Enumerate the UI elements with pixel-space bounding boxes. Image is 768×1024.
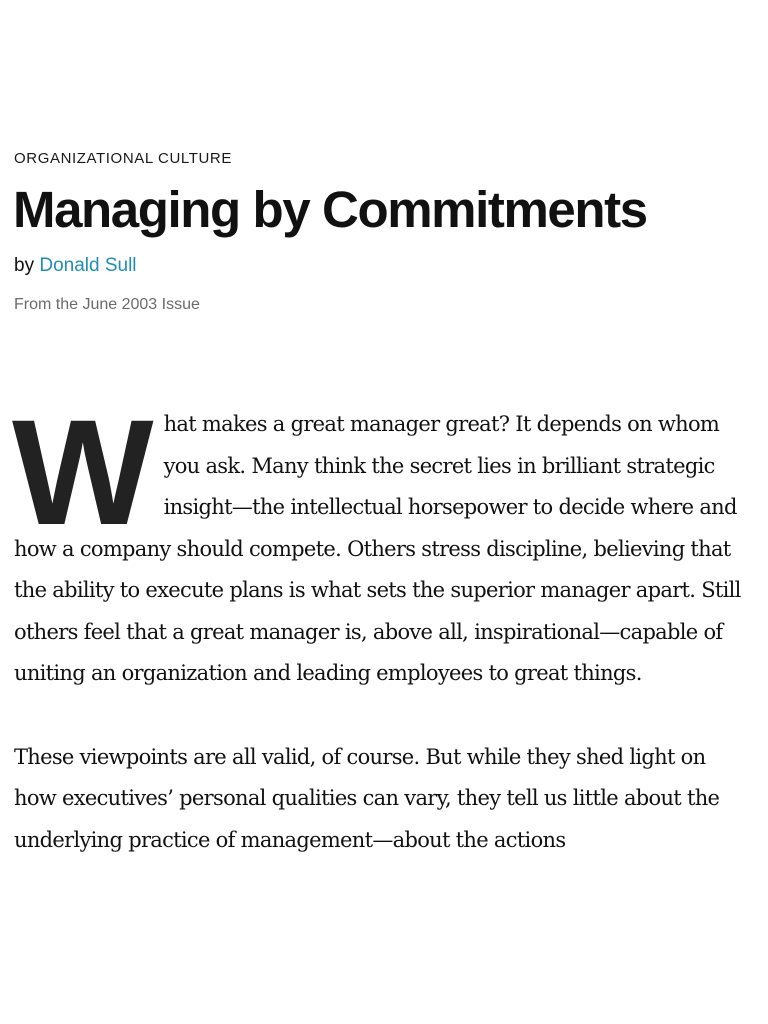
article-body (12, 388, 752, 903)
issue-label: From the June 2003 Issue (14, 296, 200, 313)
paragraph-2: These viewpoints are all valid, of course. But while they shed light on how executives’ personal qualities can vary, they tell us little about the underlying practice of management—about the actions (14, 744, 720, 852)
topic-link[interactable]: ORGANIZATIONAL CULTURE (14, 150, 232, 167)
drop-cap: W (12, 388, 150, 556)
author-link[interactable]: Donald Sull (39, 255, 137, 276)
article-title: Managing by Commitments (13, 181, 647, 238)
paragraph-1-text: hat makes a great manager great? It depends on whom you ask. Many think the secret lies in brilliant strategic insight—the intellectual horsepower to decide where and how a company should compete. Others stress discipline, believing that the ability to execute plans is what sets the superior manager apart. Still others feel that a great manager is, above all, inspirational—capable of uniting an organization and leading employees to great things. (14, 412, 741, 685)
byline-prefix: by (14, 255, 35, 276)
byline (14, 255, 137, 277)
paragraph-1 (12, 388, 752, 695)
